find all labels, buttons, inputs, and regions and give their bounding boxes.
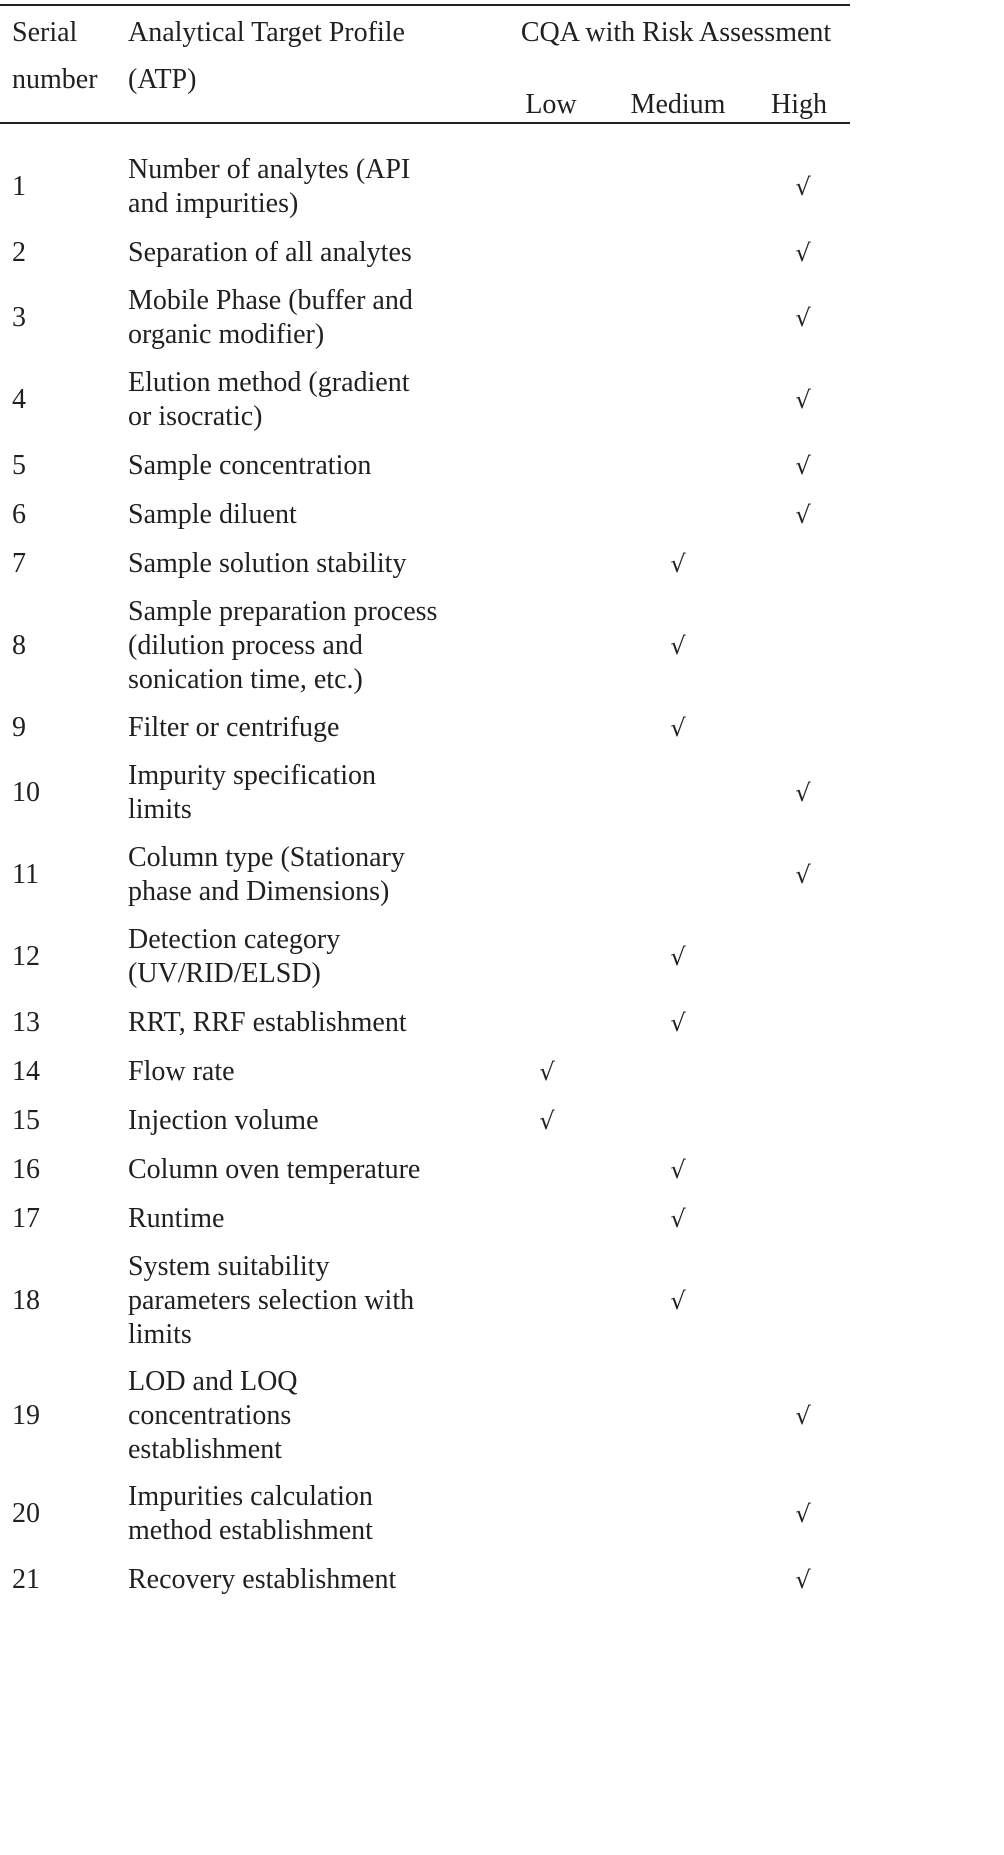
serial-number-cell: 15 — [12, 1104, 40, 1136]
header-serial-line: Serial — [12, 17, 78, 48]
header-serial-line: number — [12, 64, 98, 95]
atp-cell — [116, 998, 494, 1047]
atp-line: Mobile Phase (buffer and — [128, 285, 413, 316]
check-mark-icon: √ — [670, 549, 686, 578]
risk-low-cell — [494, 1555, 608, 1604]
table-row — [0, 916, 850, 998]
risk-medium-cell — [608, 998, 748, 1047]
risk-medium-cell — [608, 588, 748, 703]
serial-number-cell: 8 — [12, 629, 26, 661]
check-mark-icon: √ — [670, 1204, 686, 1233]
table-row — [0, 752, 850, 834]
risk-high-cell — [748, 1358, 850, 1473]
table-row — [0, 277, 850, 359]
risk-low-cell — [494, 834, 608, 916]
header-high: High — [771, 89, 827, 120]
serial-number-cell: 18 — [12, 1284, 40, 1316]
table-row — [0, 539, 850, 588]
check-mark-icon: √ — [670, 631, 686, 660]
risk-high-cell — [748, 539, 850, 588]
risk-medium-cell — [608, 359, 748, 441]
serial-number-cell: 10 — [12, 777, 40, 808]
header-atp-line: (ATP) — [128, 64, 197, 95]
atp-line: limits — [128, 1318, 192, 1350]
table-header — [0, 6, 850, 134]
atp-line: Elution method (gradient — [128, 367, 410, 398]
serial-number-cell: 12 — [12, 941, 40, 972]
risk-high-cell — [748, 277, 850, 359]
risk-high-cell — [748, 490, 850, 539]
atp-line: LOD and LOQ — [128, 1365, 298, 1397]
atp-cell — [116, 834, 494, 916]
risk-low-cell — [494, 277, 608, 359]
risk-medium-cell — [608, 1145, 748, 1194]
serial-number-cell: 20 — [12, 1498, 40, 1529]
risk-low-cell — [494, 539, 608, 588]
check-mark-icon: √ — [539, 1106, 555, 1135]
risk-low-cell — [494, 998, 608, 1047]
serial-number-cell: 3 — [12, 302, 26, 333]
serial-number-cell: 6 — [12, 498, 26, 530]
atp-line: and impurities) — [128, 188, 299, 219]
atp-line: Detection category — [128, 924, 341, 955]
header-cqa-risk-assessment: CQA with Risk Assessment — [520, 17, 832, 48]
atp-line: phase and Dimensions) — [128, 876, 390, 907]
atp-line: Runtime — [128, 1202, 225, 1234]
risk-medium-cell — [608, 441, 748, 490]
serial-number-cell: 5 — [12, 449, 26, 481]
risk-low-cell — [494, 1145, 608, 1194]
risk-low-cell — [494, 703, 608, 752]
atp-cell — [116, 359, 494, 441]
atp-line: limits — [128, 794, 192, 825]
risk-high-cell — [748, 1194, 850, 1243]
atp-line: Sample concentration — [128, 449, 372, 481]
atp-line: Sample solution stability — [128, 547, 407, 579]
risk-high-cell — [748, 1473, 850, 1555]
risk-high-cell — [748, 1243, 850, 1358]
risk-medium-cell — [608, 539, 748, 588]
risk-low-cell — [494, 359, 608, 441]
risk-medium-cell — [608, 1243, 748, 1358]
check-mark-icon: √ — [670, 1286, 686, 1315]
risk-high-cell — [748, 1047, 850, 1096]
risk-medium-cell — [608, 834, 748, 916]
atp-line: Impurity specification — [128, 760, 377, 791]
risk-high-cell — [748, 441, 850, 490]
table-row — [0, 1047, 850, 1096]
risk-low-cell — [494, 1473, 608, 1555]
risk-medium-cell — [608, 1555, 748, 1604]
table-row — [0, 1145, 850, 1194]
table-row — [0, 441, 850, 490]
header-atp-line: Analytical Target Profile — [128, 17, 405, 48]
atp-line: sonication time, etc.) — [128, 663, 363, 695]
risk-low-cell — [494, 441, 608, 490]
risk-low-cell — [494, 1358, 608, 1473]
risk-high-cell — [748, 1096, 850, 1145]
table-row — [0, 1555, 850, 1604]
risk-medium-cell — [608, 1194, 748, 1243]
atp-cell — [116, 1145, 494, 1194]
atp-risk-table — [0, 6, 850, 1604]
atp-cell — [116, 228, 494, 277]
atp-cell — [116, 441, 494, 490]
table-body — [0, 134, 850, 1604]
risk-low-cell — [494, 228, 608, 277]
table-row — [0, 1473, 850, 1555]
atp-cell — [116, 134, 494, 228]
atp-line: Flow rate — [128, 1055, 235, 1087]
risk-medium-cell — [608, 134, 748, 228]
check-mark-icon: √ — [795, 1565, 811, 1594]
check-mark-icon: √ — [795, 386, 811, 414]
risk-high-cell — [748, 703, 850, 752]
serial-number-cell: 1 — [12, 171, 26, 202]
serial-number-cell: 14 — [12, 1055, 40, 1087]
table-row — [0, 998, 850, 1047]
serial-number-cell: 13 — [12, 1006, 40, 1038]
table-row — [0, 1243, 850, 1358]
atp-line: Sample diluent — [128, 498, 297, 530]
table-row — [0, 359, 850, 441]
check-mark-icon: √ — [795, 1401, 811, 1430]
check-mark-icon: √ — [795, 779, 811, 807]
atp-line: Injection volume — [128, 1104, 319, 1136]
risk-high-cell — [748, 228, 850, 277]
atp-line: concentrations — [128, 1399, 292, 1431]
header-serial-number — [0, 6, 116, 134]
check-mark-icon: √ — [795, 304, 811, 332]
header-low: Low — [525, 89, 577, 120]
atp-line: method establishment — [128, 1515, 373, 1546]
risk-high-cell — [748, 916, 850, 998]
check-mark-icon: √ — [539, 1057, 555, 1086]
check-mark-icon: √ — [670, 1155, 686, 1184]
risk-medium-cell — [608, 752, 748, 834]
atp-line: Number of analytes (API — [128, 154, 411, 185]
check-mark-icon: √ — [795, 238, 811, 267]
check-mark-icon: √ — [795, 861, 811, 889]
serial-number-cell: 2 — [12, 236, 26, 268]
check-mark-icon: √ — [670, 713, 686, 742]
risk-low-cell — [494, 1243, 608, 1358]
atp-line: (dilution process and — [128, 629, 363, 661]
header-medium: Medium — [630, 89, 726, 120]
risk-high-cell — [748, 1555, 850, 1604]
atp-line: RRT, RRF establishment — [128, 1006, 407, 1038]
risk-high-cell — [748, 359, 850, 441]
risk-medium-cell — [608, 1358, 748, 1473]
serial-number-cell: 19 — [12, 1399, 40, 1431]
serial-number-cell: 17 — [12, 1202, 40, 1234]
table-row — [0, 1194, 850, 1243]
atp-cell — [116, 588, 494, 703]
atp-cell — [116, 277, 494, 359]
table-row — [0, 1358, 850, 1473]
atp-cell — [116, 1194, 494, 1243]
atp-cell — [116, 1473, 494, 1555]
serial-number-cell: 9 — [12, 711, 26, 743]
check-mark-icon: √ — [670, 943, 686, 971]
atp-line: organic modifier) — [128, 319, 325, 350]
atp-cell — [116, 539, 494, 588]
table-row — [0, 134, 850, 228]
atp-line: parameters selection with — [128, 1284, 415, 1316]
table-row — [0, 490, 850, 539]
risk-low-cell — [494, 134, 608, 228]
risk-medium-cell — [608, 1047, 748, 1096]
risk-medium-cell — [608, 277, 748, 359]
risk-medium-cell — [608, 1473, 748, 1555]
atp-cell — [116, 1096, 494, 1145]
risk-low-cell — [494, 588, 608, 703]
risk-medium-cell — [608, 1096, 748, 1145]
risk-medium-cell — [608, 916, 748, 998]
risk-high-cell — [748, 1145, 850, 1194]
risk-high-cell — [748, 588, 850, 703]
risk-high-cell — [748, 134, 850, 228]
table-row — [0, 588, 850, 703]
atp-line: Separation of all analytes — [128, 236, 412, 268]
atp-cell — [116, 1555, 494, 1604]
atp-line: Impurities calculation — [128, 1481, 373, 1512]
atp-line: System suitability — [128, 1250, 330, 1282]
atp-cell — [116, 1047, 494, 1096]
check-mark-icon: √ — [795, 500, 811, 529]
serial-number-cell: 11 — [12, 859, 39, 890]
atp-cell — [116, 1358, 494, 1473]
atp-line: Column type (Stationary — [128, 842, 405, 873]
atp-line: Filter or centrifuge — [128, 711, 340, 743]
risk-medium-cell — [608, 490, 748, 539]
risk-high-cell — [748, 752, 850, 834]
risk-low-cell — [494, 752, 608, 834]
risk-low-cell — [494, 1194, 608, 1243]
serial-number-cell: 16 — [12, 1153, 40, 1185]
table-row — [0, 228, 850, 277]
risk-low-cell — [494, 1047, 608, 1096]
risk-medium-cell — [608, 703, 748, 752]
atp-line: (UV/RID/ELSD) — [128, 958, 321, 989]
risk-low-cell — [494, 916, 608, 998]
serial-number-cell: 7 — [12, 547, 26, 579]
atp-line: Recovery establishment — [128, 1563, 397, 1595]
table-row — [0, 834, 850, 916]
risk-high-cell — [748, 998, 850, 1047]
serial-number-cell: 21 — [12, 1563, 40, 1595]
check-mark-icon: √ — [795, 173, 811, 201]
atp-line: or isocratic) — [128, 401, 263, 432]
atp-line: establishment — [128, 1433, 282, 1465]
serial-number-cell: 4 — [12, 384, 26, 415]
table-row — [0, 1096, 850, 1145]
table-row — [0, 703, 850, 752]
check-mark-icon: √ — [795, 451, 811, 480]
atp-cell — [116, 752, 494, 834]
check-mark-icon: √ — [670, 1008, 686, 1037]
risk-low-cell — [494, 1096, 608, 1145]
atp-cell — [116, 1243, 494, 1358]
risk-low-cell — [494, 490, 608, 539]
atp-cell — [116, 703, 494, 752]
atp-cell — [116, 916, 494, 998]
risk-medium-cell — [608, 228, 748, 277]
risk-high-cell — [748, 834, 850, 916]
header-atp — [116, 6, 494, 134]
atp-line: Column oven temperature — [128, 1153, 421, 1185]
check-mark-icon: √ — [795, 1500, 811, 1528]
atp-cell — [116, 490, 494, 539]
atp-line: Sample preparation process — [128, 595, 438, 627]
